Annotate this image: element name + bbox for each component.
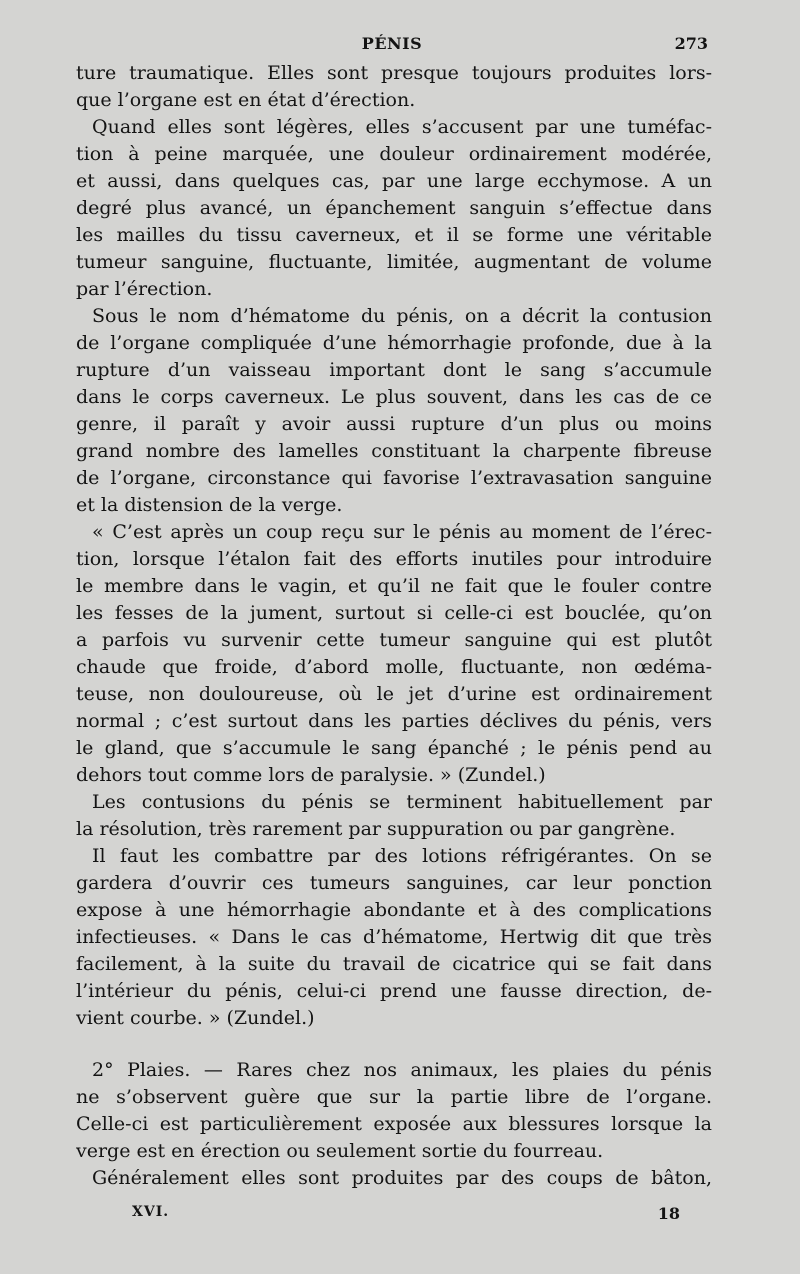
text-line: le gland, que s’accumule le sang épanché ; le pénis pend au bbox=[76, 737, 712, 759]
text-line: le membre dans le vagin, et qu’il ne fait que le fouler contre bbox=[76, 575, 712, 597]
body-text bbox=[76, 60, 712, 1192]
text-line: Les contusions du pénis se terminent habituellement par bbox=[92, 791, 712, 813]
page-header bbox=[76, 34, 708, 56]
text-line: Généralement elles sont produites par des coups de bâton, bbox=[92, 1167, 712, 1189]
running-head: PÉNIS bbox=[361, 34, 423, 53]
text-line: expose à une hémorrhagie abondante et à des complications bbox=[76, 899, 712, 921]
signature-mark: XVI. bbox=[132, 1204, 170, 1220]
text-line: la résolution, très rarement par suppuration ou par gangrène. bbox=[76, 818, 676, 840]
text-line: a parfois vu survenir cette tumeur sanguine qui est plutôt bbox=[76, 629, 712, 651]
text-line: de l’organe compliquée d’une hémorrhagie profonde, due à la bbox=[76, 332, 712, 354]
text-line: Il faut les combattre par des lotions réfrigérantes. On se bbox=[92, 845, 712, 867]
signature-number: 18 bbox=[657, 1204, 680, 1223]
text-line: verge est en érection ou seulement sortie du fourreau. bbox=[76, 1140, 604, 1162]
text-line: dehors tout comme lors de paralysie. » (Zundel.) bbox=[76, 764, 546, 786]
text-line: normal ; c’est surtout dans les parties déclives du pénis, vers bbox=[76, 710, 712, 732]
text-line: gardera d’ouvrir ces tumeurs sanguines, car leur ponction bbox=[76, 872, 712, 894]
text-line: ture traumatique. Elles sont presque toujours produites lors- bbox=[76, 62, 712, 84]
page-number: 273 bbox=[674, 34, 708, 53]
text-line: degré plus avancé, un épanchement sanguin s’effectue dans bbox=[76, 197, 712, 219]
text-line: rupture d’un vaisseau important dont le sang s’accumule bbox=[76, 359, 712, 381]
text-line: infectieuses. « Dans le cas d’hématome, Hertwig dit que très bbox=[76, 926, 712, 948]
text-line: facilement, à la suite du travail de cicatrice qui se fait dans bbox=[76, 953, 712, 975]
text-line: que l’organe est en état d’érection. bbox=[76, 89, 416, 111]
text-line: chaude que froide, d’abord molle, fluctuante, non œdéma- bbox=[76, 656, 712, 678]
text-line: par l’érection. bbox=[76, 278, 213, 300]
text-line: ne s’observent guère que sur la partie libre de l’organe. bbox=[76, 1086, 712, 1108]
text-line: les mailles du tissu caverneux, et il se forme une véritable bbox=[76, 224, 712, 246]
text-line: 2° Plaies. — Rares chez nos animaux, les plaies du pénis bbox=[92, 1059, 712, 1081]
text-line: l’intérieur du pénis, celui-ci prend une fausse direction, de- bbox=[76, 980, 712, 1002]
text-line: « C’est après un coup reçu sur le pénis au moment de l’érec- bbox=[92, 521, 712, 543]
text-line: grand nombre des lamelles constituant la charpente fibreuse bbox=[76, 440, 712, 462]
page-footer bbox=[132, 1204, 680, 1226]
text-line: tumeur sanguine, fluctuante, limitée, augmentant de volume bbox=[76, 251, 712, 273]
text-line: Quand elles sont légères, elles s’accusent par une tuméfac- bbox=[92, 116, 712, 138]
text-line: Celle-ci est particulièrement exposée aux blessures lorsque la bbox=[76, 1113, 712, 1135]
text-line: genre, il paraît y avoir aussi rupture d’un plus ou moins bbox=[76, 413, 712, 435]
text-line: de l’organe, circonstance qui favorise l’extravasation sanguine bbox=[76, 467, 712, 489]
section-gap bbox=[76, 1032, 712, 1057]
text-line: et aussi, dans quelques cas, par une large ecchymose. A un bbox=[76, 170, 712, 192]
text-line: vient courbe. » (Zundel.) bbox=[76, 1007, 315, 1029]
text-line: teuse, non douloureuse, où le jet d’urine est ordinairement bbox=[76, 683, 712, 705]
text-line: Sous le nom d’hématome du pénis, on a décrit la contusion bbox=[92, 305, 712, 327]
text-line: tion à peine marquée, une douleur ordinairement modérée, bbox=[76, 143, 712, 165]
text-line: et la distension de la verge. bbox=[76, 494, 343, 516]
text-line: tion, lorsque l’étalon fait des efforts inutiles pour introduire bbox=[76, 548, 712, 570]
text-line: dans le corps caverneux. Le plus souvent, dans les cas de ce bbox=[76, 386, 712, 408]
text-line: les fesses de la jument, surtout si celle-ci est bouclée, qu’on bbox=[76, 602, 712, 624]
